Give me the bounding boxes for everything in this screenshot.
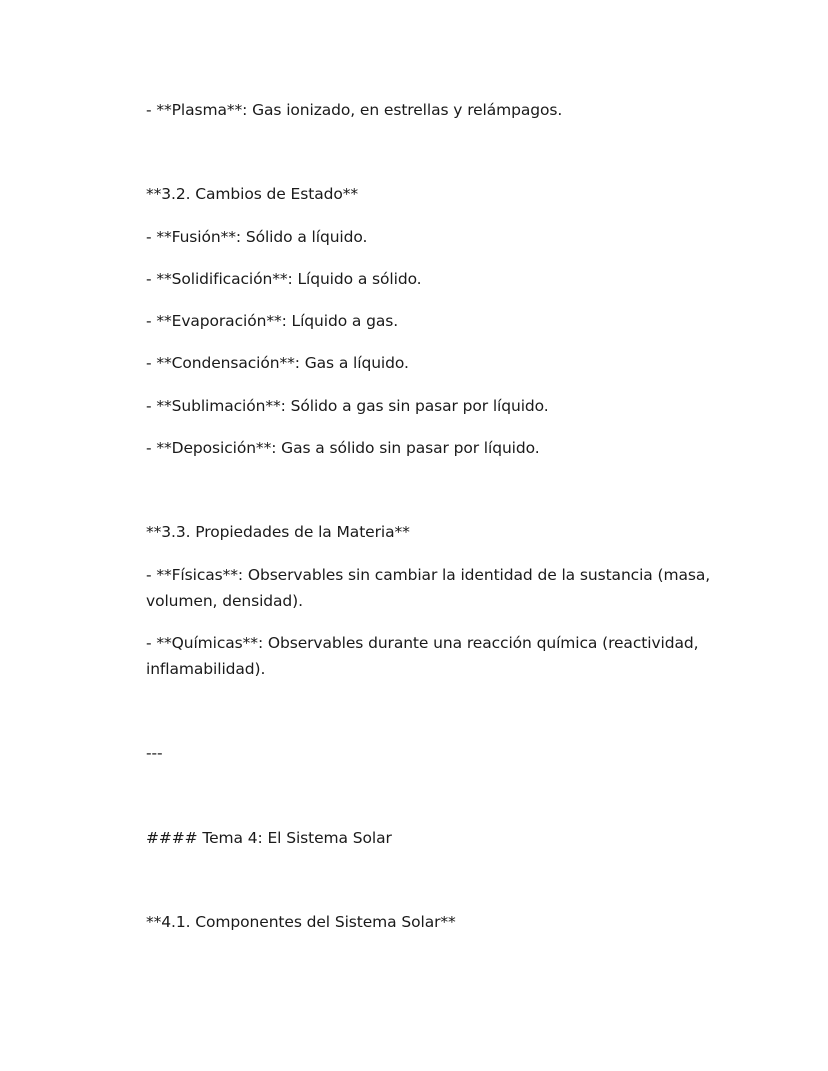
bullet-solidificacion: - **Solidificación**: Líquido a sólido. bbox=[146, 270, 422, 288]
bullet-sublimacion: - **Sublimación**: Sólido a gas sin pasar por líquido. bbox=[146, 397, 549, 415]
heading-propiedades-de-la-materia: **3.3. Propiedades de la Materia** bbox=[146, 523, 410, 541]
bullet-condensacion: - **Condensación**: Gas a líquido. bbox=[146, 354, 409, 372]
heading-cambios-de-estado: **3.2. Cambios de Estado** bbox=[146, 185, 359, 203]
heading-componentes-sistema-solar: **4.1. Componentes del Sistema Solar** bbox=[146, 913, 456, 931]
bullet-quimicas: - **Químicas**: Observables durante una reacción química (reactividad, inflamabilidad). bbox=[146, 634, 699, 678]
bullet-deposicion: - **Deposición**: Gas a sólido sin pasar por líquido. bbox=[146, 439, 540, 457]
heading-tema-4: #### Tema 4: El Sistema Solar bbox=[146, 829, 392, 847]
horizontal-rule-text: --- bbox=[146, 744, 163, 762]
bullet-fusion: - **Fusión**: Sólido a líquido. bbox=[146, 228, 368, 246]
bullet-fisicas: - **Físicas**: Observables sin cambiar la identidad de la sustancia (masa, volumen, densidad). bbox=[146, 566, 711, 610]
bullet-evaporacion: - **Evaporación**: Líquido a gas. bbox=[146, 312, 399, 330]
bullet-plasma: - **Plasma**: Gas ionizado, en estrellas y relámpagos. bbox=[146, 101, 563, 119]
